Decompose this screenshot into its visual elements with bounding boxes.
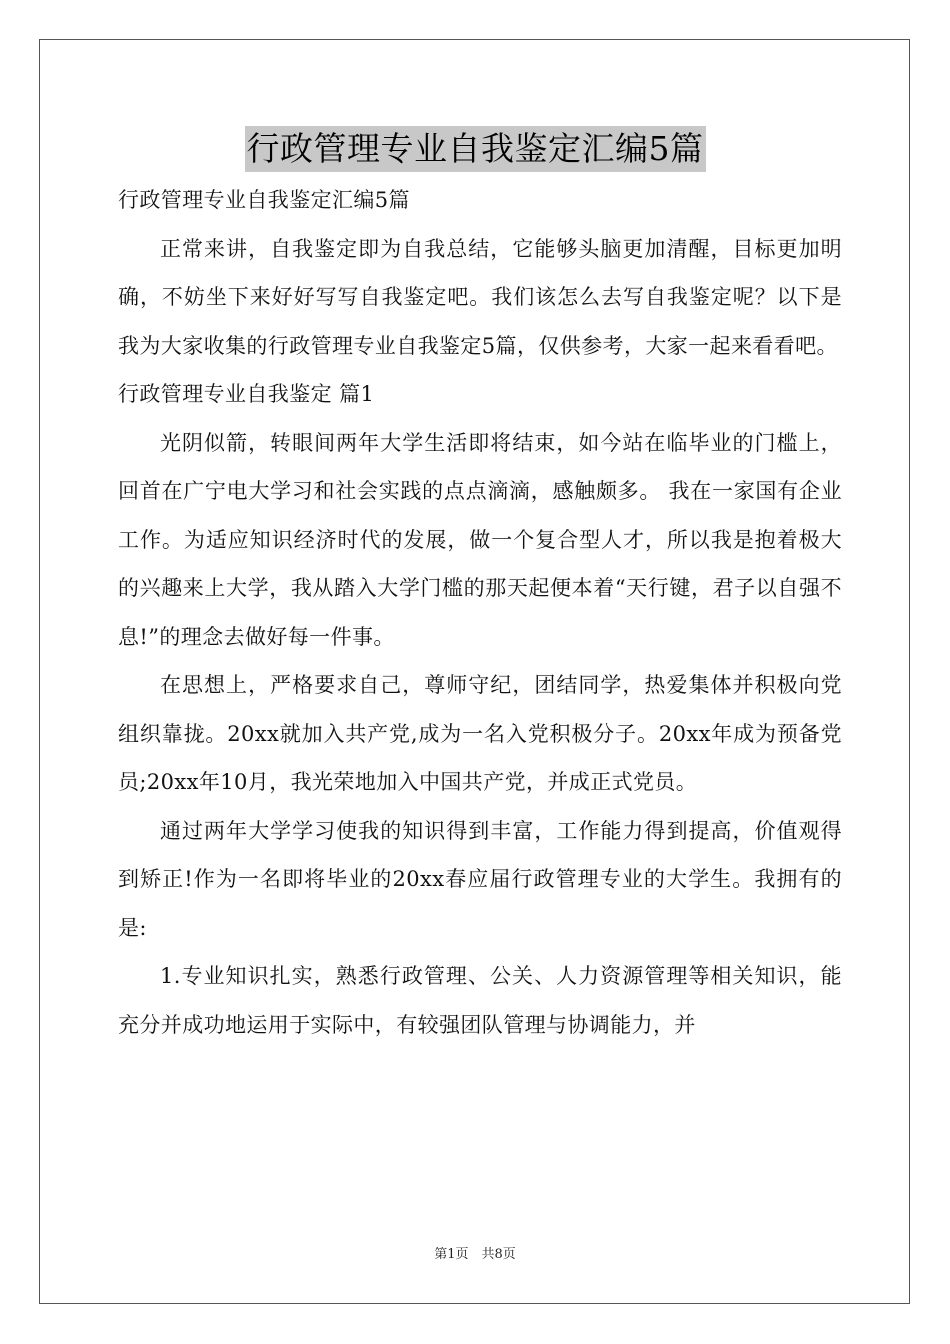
- section-heading[interactable]: 行政管理专业自我鉴定 篇1: [118, 382, 375, 406]
- body-paragraph[interactable]: 在思想上，严格要求自己，尊师守纪，团结同学，热爱集体并积极向党组织靠拢。20xx就加入共产党,成为一名入党积极分子。20xx年成为预备党员;20xx年10月，我光荣地加入中国共产党，并成正式党员。: [118, 673, 842, 794]
- page-number-label: 第1页 共8页: [434, 1247, 516, 1262]
- body-paragraph[interactable]: 通过两年大学学习使我的知识得到丰富，工作能力得到提高，价值观得到矫正!作为一名即将毕业的20xx春应届行政管理专业的大学生。我拥有的是:: [118, 818, 842, 940]
- intro-paragraph[interactable]: 正常来讲，自我鉴定即为自我总结，它能够头脑更加清醒，目标更加明确，不妨坐下来好好写写自我鉴定吧。我们该怎么去写自我鉴定呢？以下是我为大家收集的行政管理专业自我鉴定5篇，仅供参考，大家一起来看看吧。: [118, 236, 842, 358]
- title-container: [0, 126, 950, 172]
- document-title[interactable]: 行政管理专业自我鉴定汇编5篇: [245, 126, 706, 172]
- page-footer: [0, 1246, 950, 1264]
- body-paragraph[interactable]: 光阴似箭，转眼间两年大学生活即将结束，如今站在临毕业的门槛上，回首在广宁电大学习和社会实践的点点滴滴，感触颇多。 我在一家国有企业工作。为适应知识经济时代的发展，做一个复合型人才，所以我是抱着极大的兴趣来上大学，我从踏入大学门槛的那天起便本着“天行键，君子以自强不息!”的理念去做好每一件事。: [118, 430, 842, 649]
- document-body: [118, 176, 842, 1049]
- subtitle-paragraph[interactable]: 行政管理专业自我鉴定汇编5篇: [118, 188, 410, 212]
- body-paragraph[interactable]: 1.专业知识扎实，熟悉行政管理、公关、人力资源管理等相关知识，能充分并成功地运用于实际中，有较强团队管理与协调能力，并: [118, 964, 842, 1037]
